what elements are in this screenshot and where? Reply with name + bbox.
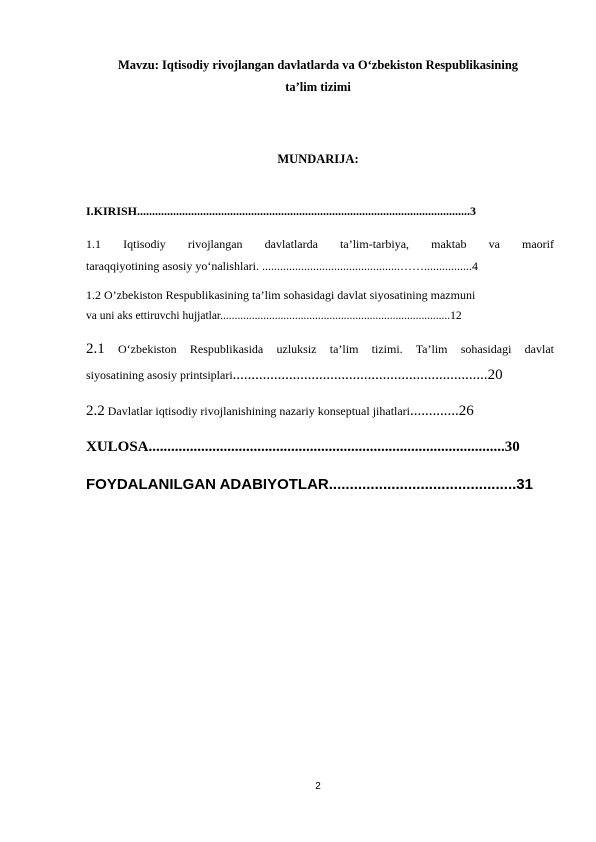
toc-entry-2-2	[86, 403, 474, 420]
toc-entry-1-1-line2: taraqqiyotining asosiy yo‘nalishlari. ..............................................……................4	[86, 259, 478, 273]
toc-entry-2-1-line1	[86, 341, 554, 358]
toc-entry-introduction: I.KIRISH...............................................................................................................3	[86, 204, 477, 218]
toc-entry-conclusion: XULOSA...............................................................................................30	[86, 439, 520, 455]
toc-entry-1-2-line1: 1.2 O’zbekiston Respublikasining ta’lim sohasidagi davlat siyosatining mazmuni	[86, 288, 476, 302]
document-title-line2: ta’lim tizimi	[285, 80, 351, 94]
toc-entry-2-1-text-cont: siyosatining asosiy printsiplari	[86, 368, 233, 382]
page-number: 2	[315, 781, 321, 792]
toc-heading: MUNDARIJA:	[277, 152, 359, 166]
toc-entry-2-1-text: O‘zbekiston Respublikasida uzluksiz ta’lim tizimi. Ta’lim sohasidagi davlat	[104, 342, 554, 356]
toc-entry-2-1-line2	[86, 367, 503, 384]
toc-entry-2-2-number: 2.2	[86, 403, 105, 419]
toc-entry-1-1-line1: 1.1 Iqtisodiy rivojlangan davlatlarda ta’lim-tarbiya, maktab va maorif	[86, 237, 554, 251]
toc-entry-1-2-line2: va uni aks ettiruvchi hujjatlar................................................................................12	[86, 310, 462, 322]
toc-entry-2-2-text: Davlatlar iqtisodiy rivojlanishining nazariy konseptual jihatlari	[104, 404, 411, 418]
toc-entry-2-2-leader: .............26	[410, 403, 474, 419]
toc-entry-references: FOYDALANILGAN ADABIYOTLAR.............................................31	[86, 476, 533, 493]
document-title-line1: Mavzu: Iqtisodiy rivojlangan davlatlarda va O‘zbekiston Respublikasining	[117, 58, 519, 72]
toc-entry-2-1-number: 2.1	[86, 341, 105, 357]
toc-entry-2-1-leader: ....................................................................20	[232, 367, 503, 383]
